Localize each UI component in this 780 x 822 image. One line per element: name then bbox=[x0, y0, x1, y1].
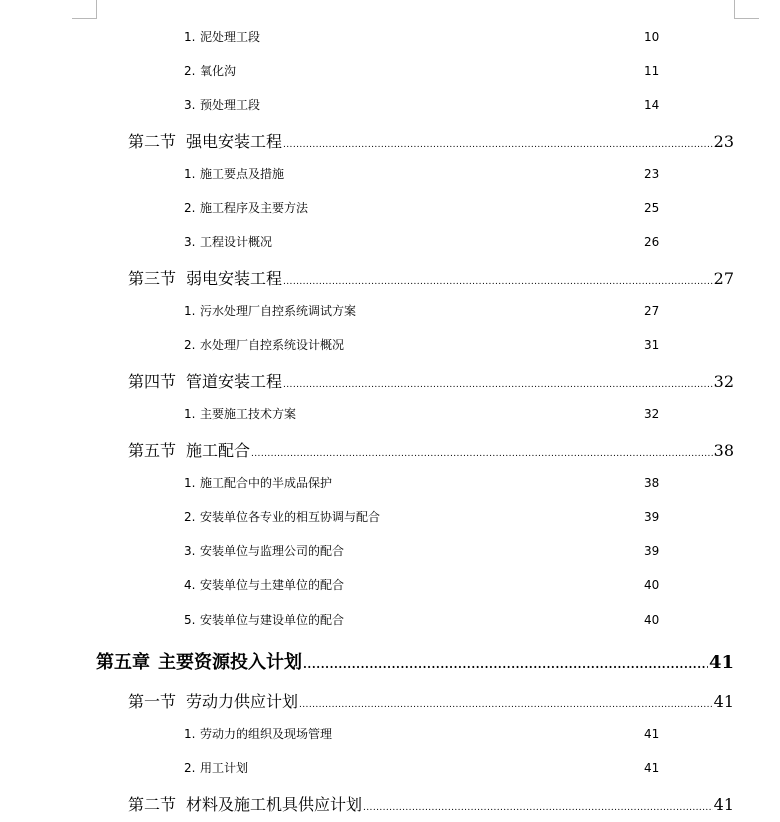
toc-item-number: 1. bbox=[184, 30, 196, 44]
toc-item[interactable] bbox=[184, 28, 660, 45]
toc-item[interactable] bbox=[184, 165, 660, 182]
toc-item-number: 2. bbox=[184, 201, 196, 215]
toc-item-number: 3. bbox=[184, 235, 196, 249]
toc-item-number: 1. bbox=[184, 727, 196, 741]
crop-mark-top-left bbox=[72, 0, 97, 19]
toc-item-number: 2. bbox=[184, 338, 196, 352]
toc-item-page: 25 bbox=[644, 201, 660, 215]
toc-item-title: 安装单位与建设单位的配合 bbox=[200, 613, 345, 627]
toc-item-page: 23 bbox=[644, 167, 660, 181]
toc-section-title: 强电安装工程 bbox=[186, 132, 283, 151]
toc-leader-dots bbox=[363, 795, 713, 814]
toc-item-title: 施工要点及措施 bbox=[200, 167, 285, 181]
toc-item[interactable] bbox=[184, 199, 660, 216]
toc-item-page: 11 bbox=[644, 64, 660, 78]
toc-item-number: 3. bbox=[184, 98, 196, 112]
toc-section-title: 管道安装工程 bbox=[186, 372, 283, 391]
toc-section-page: 41 bbox=[713, 795, 734, 814]
toc-item-title: 泥处理工段 bbox=[200, 30, 261, 44]
toc-item[interactable] bbox=[184, 336, 660, 353]
toc-item-page: 32 bbox=[644, 407, 660, 421]
toc-item-title: 水处理厂自控系统设计概况 bbox=[200, 338, 345, 352]
toc-leader-dots bbox=[283, 269, 713, 288]
toc-item-page: 40 bbox=[644, 578, 660, 592]
toc-section-page: 23 bbox=[713, 132, 734, 151]
toc-item-page: 39 bbox=[644, 544, 660, 558]
toc-item-page: 26 bbox=[644, 235, 660, 249]
toc-chapter-page: 41 bbox=[708, 652, 734, 673]
toc-section-label: 第五节 bbox=[128, 441, 177, 460]
toc-item-number: 1. bbox=[184, 407, 196, 421]
toc-item-title: 施工配合中的半成品保护 bbox=[200, 476, 333, 490]
toc-item-title: 施工程序及主要方法 bbox=[200, 201, 309, 215]
toc-item-number: 1. bbox=[184, 304, 196, 318]
toc-item-title: 用工计划 bbox=[200, 761, 249, 775]
toc-item[interactable] bbox=[184, 759, 660, 776]
toc-item-page: 41 bbox=[644, 727, 660, 741]
toc-item-title: 安装单位与土建单位的配合 bbox=[200, 578, 345, 592]
toc-section[interactable] bbox=[128, 438, 734, 461]
toc-section[interactable] bbox=[128, 129, 734, 152]
toc-leader-dots bbox=[251, 441, 713, 460]
toc-item-page: 39 bbox=[644, 510, 660, 524]
toc-item-title: 氧化沟 bbox=[200, 64, 237, 78]
toc-item[interactable] bbox=[184, 542, 660, 559]
toc-item-number: 1. bbox=[184, 167, 196, 181]
toc-item[interactable] bbox=[184, 302, 660, 319]
toc-item-number: 4. bbox=[184, 578, 196, 592]
toc-item[interactable] bbox=[184, 62, 660, 79]
toc-section-page: 32 bbox=[713, 372, 734, 391]
toc-leader-dots bbox=[299, 692, 713, 711]
toc-section-label: 第四节 bbox=[128, 372, 177, 391]
toc-item-number: 5. bbox=[184, 613, 196, 627]
toc-item-number: 2. bbox=[184, 761, 196, 775]
toc-item-page: 31 bbox=[644, 338, 660, 352]
toc-item[interactable] bbox=[184, 233, 660, 250]
toc-chapter-label: 第五章 bbox=[96, 652, 150, 673]
toc-leader-dots bbox=[283, 132, 713, 151]
toc-section[interactable] bbox=[128, 266, 734, 289]
toc-item-page: 10 bbox=[644, 30, 660, 44]
toc-section-page: 27 bbox=[713, 269, 734, 288]
toc-item-page: 27 bbox=[644, 304, 660, 318]
toc-section-title: 材料及施工机具供应计划 bbox=[186, 795, 363, 814]
toc-section[interactable] bbox=[128, 369, 734, 392]
toc-item-number: 2. bbox=[184, 64, 196, 78]
toc-item[interactable] bbox=[184, 508, 660, 525]
toc-section-page: 41 bbox=[713, 692, 734, 711]
toc-item[interactable] bbox=[184, 405, 660, 422]
toc-section[interactable] bbox=[128, 689, 734, 712]
crop-mark-top-right bbox=[734, 0, 759, 19]
toc-item-page: 38 bbox=[644, 476, 660, 490]
toc-section-title: 劳动力供应计划 bbox=[186, 692, 299, 711]
toc-item[interactable] bbox=[184, 474, 660, 491]
toc-item-number: 3. bbox=[184, 544, 196, 558]
toc-item[interactable] bbox=[184, 96, 660, 113]
toc-item-page: 41 bbox=[644, 761, 660, 775]
toc-section-title: 弱电安装工程 bbox=[186, 269, 283, 288]
toc-section-title: 施工配合 bbox=[186, 441, 251, 460]
toc-section-label: 第二节 bbox=[128, 132, 177, 151]
toc-leader-dots bbox=[303, 652, 708, 673]
toc-item-page: 14 bbox=[644, 98, 660, 112]
toc-item-title: 安装单位与监理公司的配合 bbox=[200, 544, 345, 558]
toc-section[interactable] bbox=[128, 792, 734, 815]
toc-item-title: 污水处理厂自控系统调试方案 bbox=[200, 304, 357, 318]
toc-item-number: 2. bbox=[184, 510, 196, 524]
toc-item-number: 1. bbox=[184, 476, 196, 490]
toc-item-page: 40 bbox=[644, 613, 660, 627]
toc-section-label: 第二节 bbox=[128, 795, 177, 814]
toc-item[interactable] bbox=[184, 611, 660, 628]
toc-leader-dots bbox=[283, 372, 713, 391]
toc-item-title: 劳动力的组织及现场管理 bbox=[200, 727, 333, 741]
toc-chapter-title: 主要资源投入计划 bbox=[158, 652, 302, 673]
toc-item[interactable] bbox=[184, 725, 660, 742]
toc-item[interactable] bbox=[184, 576, 660, 593]
toc-section-label: 第一节 bbox=[128, 692, 177, 711]
toc-chapter[interactable] bbox=[96, 648, 734, 674]
toc-section-label: 第三节 bbox=[128, 269, 177, 288]
toc-item-title: 预处理工段 bbox=[200, 98, 261, 112]
toc-section-page: 38 bbox=[713, 441, 734, 460]
toc-item-title: 主要施工技术方案 bbox=[200, 407, 297, 421]
toc-item-title: 工程设计概况 bbox=[200, 235, 273, 249]
toc-item-title: 安装单位各专业的相互协调与配合 bbox=[200, 510, 381, 524]
